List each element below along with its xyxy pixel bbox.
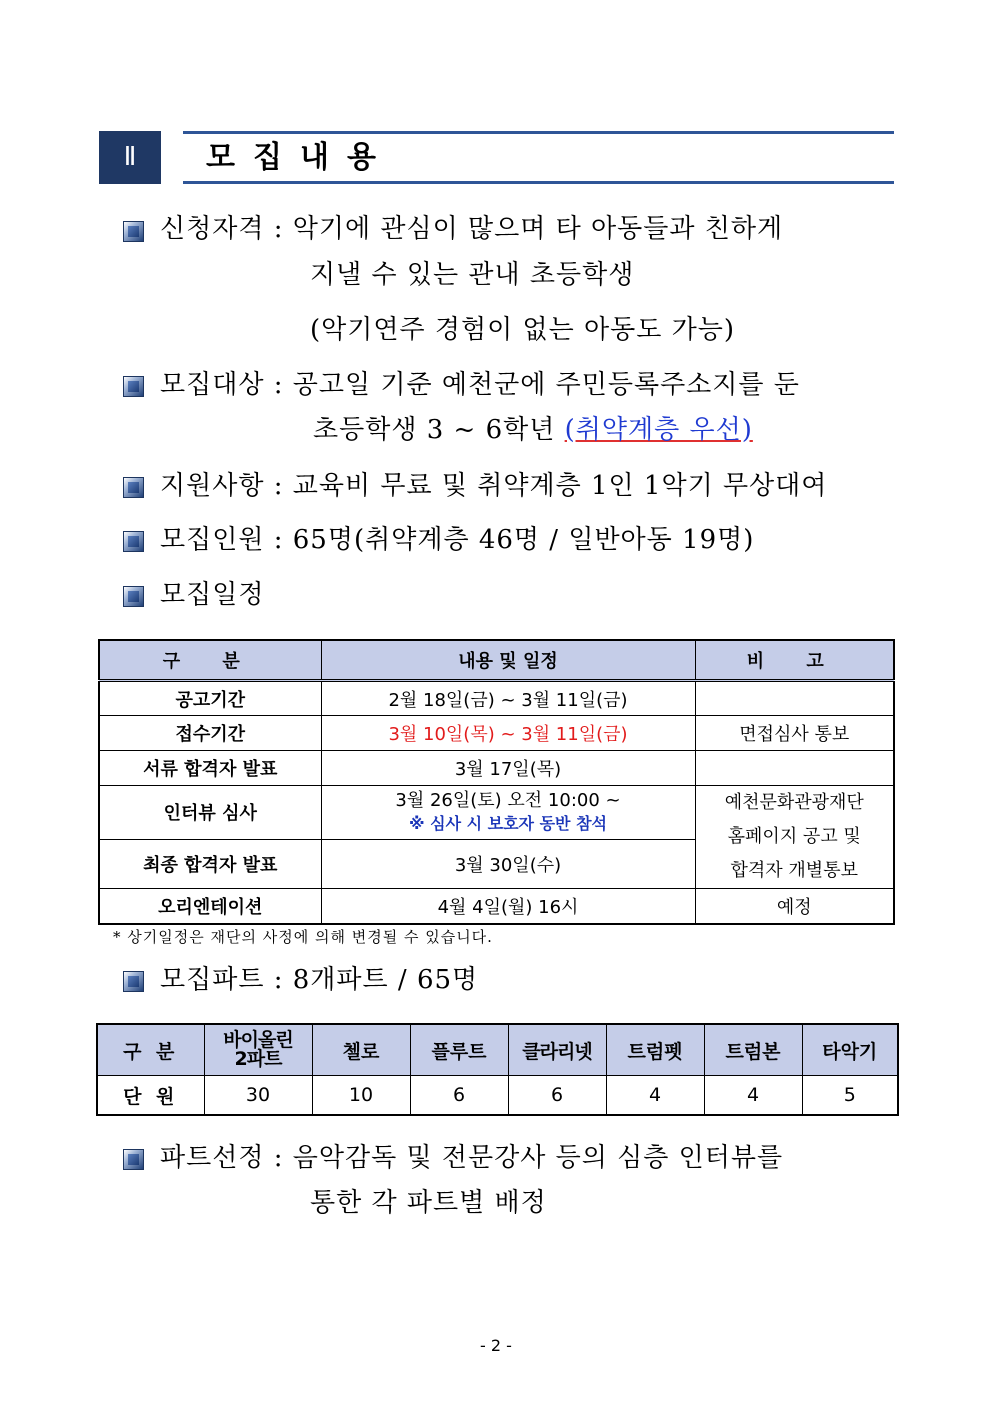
- table-row: 서류 합격자 발표 3월 17일(목): [99, 751, 894, 786]
- table-row: 오리엔테이션 4월 4일(월) 16시 예정: [99, 889, 894, 924]
- square-bullet-icon: [123, 971, 144, 992]
- selection-line2: 통한 각 파트별 배정: [310, 1188, 547, 1218]
- square-bullet-icon: [123, 531, 144, 552]
- parts-item: 모집파트 : 8개파트 / 65명: [160, 965, 479, 995]
- qualification-label: 신청자격: [160, 214, 265, 244]
- support-text: 교육비 무료 및 취약계층 1인 1악기 무상대여: [292, 471, 828, 501]
- support-item: 지원사항 : 교육비 무료 및 취약계층 1인 1악기 무상대여: [160, 471, 828, 501]
- header-note: 비 고: [695, 640, 894, 681]
- square-bullet-icon: [123, 586, 144, 607]
- square-bullet-icon: [123, 477, 144, 498]
- guardian-note: ※ 심사 시 보호자 동반 참석: [409, 814, 607, 834]
- headcount-label: 모집인원: [160, 525, 265, 555]
- selection-line1: 음악감독 및 전문강사 등의 심층 인터뷰를: [292, 1143, 784, 1173]
- table-row: 인터뷰 심사 3월 26일(토) 오전 10:00 ~ ※ 심사 시 보호자 동반 참석 예천문화관광재단 홈페이지 공고 및 합격자 개별통보: [99, 786, 894, 840]
- selection-item: 파트선정 : 음악감독 및 전문강사 등의 심층 인터뷰를: [160, 1143, 784, 1173]
- section-number-badge: Ⅱ: [99, 131, 161, 184]
- parts-table: [96, 1023, 899, 1116]
- headcount-text: 65명(취약계층 46명 / 일반아동 19명): [292, 525, 755, 555]
- schedule-footnote: * 상기일정은 재단의 사정에 의해 변경될 수 있습니다.: [113, 928, 493, 946]
- header-detail: 내용 및 일정: [321, 640, 695, 681]
- parts-label: 모집파트: [160, 965, 265, 995]
- parts-header-row: 구 분 바이올린 2파트 첼로 플루트 클라리넷 트럼펫 트럼본 타악기: [97, 1024, 898, 1076]
- support-label: 지원사항: [160, 471, 265, 501]
- target-item: 모집대상 : 공고일 기준 예천군에 주민등록주소지를 둔: [160, 370, 800, 400]
- page-number: - 2 -: [480, 1336, 512, 1355]
- square-bullet-icon: [123, 221, 144, 242]
- section-rule-bottom: [183, 181, 894, 184]
- parts-count-row: 단 원 30 10 6 6 4 4 5: [97, 1076, 898, 1116]
- qualification-line1: 악기에 관심이 많으며 타 아동들과 친하게: [292, 214, 784, 244]
- parts-text: 8개파트 / 65명: [292, 965, 479, 995]
- section-title: 모집내용: [206, 140, 394, 175]
- table-row: 공고기간 2월 18일(금) ~ 3월 11일(금): [99, 681, 894, 716]
- table-row: 최종 합격자 발표 3월 30일(수): [99, 839, 894, 888]
- table-row: 접수기간 3월 10일(목) ~ 3월 11일(금) 면접심사 통보: [99, 716, 894, 751]
- selection-label: 파트선정: [160, 1143, 265, 1173]
- table-header-row: [99, 640, 894, 681]
- square-bullet-icon: [123, 376, 144, 397]
- section-rule-top: [183, 131, 894, 134]
- merged-note-cell: 예천문화관광재단 홈페이지 공고 및 합격자 개별통보: [695, 786, 894, 889]
- header-category: 구 분: [99, 640, 321, 681]
- target-line1: 공고일 기준 예천군에 주민등록주소지를 둔: [292, 370, 800, 400]
- priority-emphasis: (취약계층 우선): [564, 415, 753, 445]
- qualification-line2: 지낼 수 있는 관내 초등학생: [310, 260, 635, 290]
- qualification-line3: (악기연주 경험이 없는 아동도 가능): [310, 315, 735, 345]
- headcount-item: 모집인원 : 65명(취약계층 46명 / 일반아동 19명): [160, 525, 755, 555]
- qualification-item: 신청자격 : 악기에 관심이 많으며 타 아동들과 친하게: [160, 214, 784, 244]
- target-line2: 초등학생 3 ~ 6학년 (취약계층 우선): [313, 415, 753, 445]
- target-label: 모집대상: [160, 370, 265, 400]
- schedule-heading: 모집일정: [160, 580, 265, 610]
- square-bullet-icon: [123, 1149, 144, 1170]
- schedule-table: [98, 639, 895, 925]
- reception-period: 3월 10일(목) ~ 3월 11일(금): [321, 716, 695, 751]
